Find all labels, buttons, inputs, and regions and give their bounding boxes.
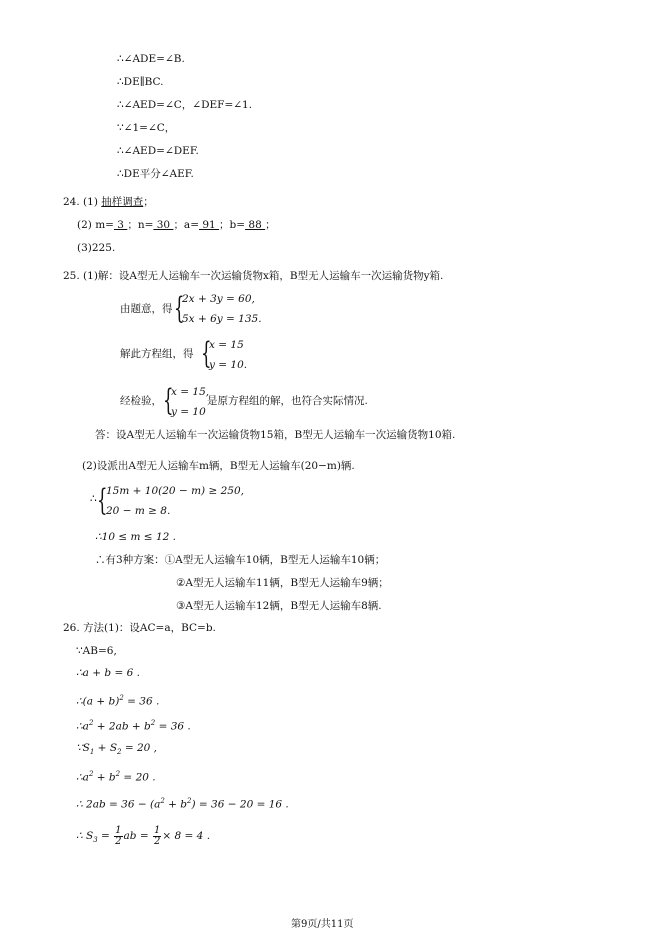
q26-s6: $\therefore a^2 + b^2 = 20$ .: [76, 770, 156, 784]
q26-s8: ∴ $S_3$ = $\frac{1}{2}$ ab = $\frac{1}{2}$ × 8 = 4 .: [76, 824, 211, 847]
q26-s2: ∴a + b = 6 .: [76, 667, 140, 679]
q25-chk1: x = 15,: [171, 386, 210, 398]
step-bisect: ∴DE平分∠AEF.: [117, 168, 194, 180]
q25-sol1: x = 15: [209, 339, 244, 351]
fraction-half: $\frac{1}{2}$: [115, 824, 122, 847]
q25-plan1: ∴有3种方案：①A型无人运输车10辆，B型无人运输车10辆；: [95, 554, 386, 566]
q26-s4: $\therefore a^2 + 2ab + b^2 = 36$ .: [76, 719, 191, 733]
q26-s3: ∴(a + b)$^2$ = 36 .: [76, 694, 160, 708]
q25-eq2: 5x + 6y = 135.: [182, 313, 262, 325]
q25-ineq2: 20 − m ≥ 8.: [106, 505, 171, 517]
step-since: ∵∠1=∠C，: [117, 122, 176, 134]
q25-answer: 答：设A型无人运输车一次运输货物15箱，B型无人运输车一次运输货物10箱.: [95, 429, 456, 441]
q25-eq1: 2x + 3y = 60,: [182, 293, 255, 305]
q25-intro: 25. (1)解：设A型无人运输车一次运输货物x箱，B型无人运输车一次运输货物y箱.: [63, 270, 444, 282]
step-angle-aed: ∴∠AED=∠C，∠DEF=∠1.: [117, 99, 253, 111]
q25-check-tail: 是原方程组的解，也符合实际情况.: [207, 395, 368, 407]
q25-eq-label: 由题意，得: [120, 303, 173, 315]
q25-solve-label: 解此方程组，得: [120, 348, 194, 360]
q26-s1: ∵AB=6,: [76, 645, 117, 657]
q25-chk2: y = 10: [171, 406, 206, 418]
brace-icon: {: [97, 483, 108, 518]
page-footer: 第9页/共11页: [291, 919, 354, 930]
q25-plan3: ③A型无人运输车12辆，B型无人运输车8辆.: [176, 600, 382, 612]
fraction-half: $\frac{1}{2}$: [154, 824, 161, 847]
q25-check-label: 经检验，: [120, 395, 162, 407]
q26-s7: ∴ $2ab = 36 - (a^2 + b^2) = 36 - 20 = 16$ .: [76, 797, 289, 811]
q24-part3: (3)225.: [77, 242, 116, 254]
q26-s5: $\because S_1 + S_2 = 20$ ,: [76, 742, 157, 757]
q24-part1: 24. (1) 抽样调查；: [63, 196, 154, 208]
q25-therefore: ∴: [90, 493, 97, 505]
brace-icon: {: [201, 336, 212, 371]
q26-intro: 26. 方法(1)：设AC=a，BC=b.: [63, 622, 216, 634]
q25-plan2: ②A型无人运输车11辆，B型无人运输车9辆；: [176, 577, 389, 589]
q25-ineq1: 15m + 10(20 − m) ≥ 250,: [106, 485, 244, 497]
step-parallel: ∴DE∥BC.: [117, 76, 164, 88]
q25-sol2: y = 10.: [209, 359, 248, 371]
step-equal: ∴∠AED=∠DEF.: [117, 145, 199, 157]
step-angle-ade: ∴∠ADE=∠B.: [117, 53, 185, 65]
q25-range: ∴10 ≤ m ≤ 12 .: [95, 531, 176, 543]
brace-icon: {: [174, 291, 185, 326]
brace-icon: {: [163, 383, 174, 418]
q24-part2: (2) m= 3 ；n= 30 ；a= 91 ；b= 88 ；: [77, 219, 276, 231]
q25-part2: (2)设派出A型无人运输车m辆，B型无人运输车(20−m)辆.: [82, 460, 355, 472]
